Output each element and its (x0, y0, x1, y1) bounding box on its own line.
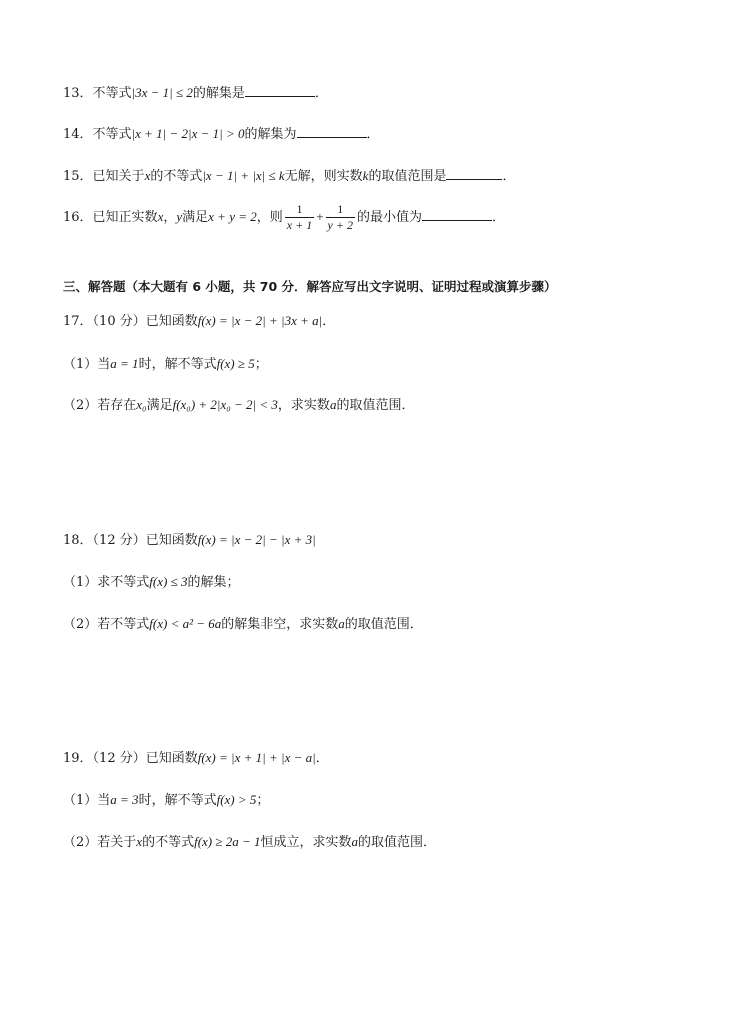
period: ． (314, 86, 328, 101)
question-19-part-1 (63, 790, 269, 811)
question-text: 不等式 (92, 127, 132, 142)
variable: k (362, 168, 369, 183)
question-text: 的解集是 (192, 86, 245, 101)
question-17-part-2 (63, 395, 414, 416)
variable: x₀ (136, 397, 147, 412)
separator: ， (163, 210, 177, 225)
question-15 (63, 166, 515, 187)
question-18 (63, 530, 316, 551)
question-text: 的不等式 (142, 835, 195, 850)
answer-blank[interactable] (446, 167, 502, 180)
section-heading: 三、解答题（本大题有 6 小题，共 70 分．解答应写出文字说明、证明过程或演算步骤） (63, 279, 557, 294)
question-18-part-1 (63, 572, 239, 593)
question-text: 无解，则实数 (284, 169, 363, 184)
part-label: （2）若存在 (63, 398, 137, 413)
question-number: 14． (63, 127, 93, 142)
question-text: 不等式 (92, 86, 132, 101)
function-definition: f(x) = |x + 1| + |x − a| (197, 750, 316, 765)
question-number: 16． (63, 210, 93, 225)
question-19-part-2 (63, 832, 436, 853)
question-13 (63, 83, 328, 104)
variable: a (329, 397, 337, 412)
question-text: ，则 (256, 210, 283, 225)
inequality: |x + 1| − 2|x − 1| > 0 (131, 126, 245, 141)
variable: a (338, 616, 345, 631)
question-head: 19．（12 分）已知函数 (63, 751, 198, 766)
inequality: f(x) ≥ 2a − 1 (194, 834, 261, 849)
inequality: |x − 1| + |x| ≤ k (202, 168, 285, 183)
inequality: f(x₀) + 2|x₀ − 2| < 3 (172, 397, 278, 412)
condition: a = 1 (110, 356, 139, 371)
question-19 (63, 748, 329, 769)
variable: x (144, 168, 151, 183)
period: ． (502, 169, 516, 184)
question-text: 的解集非空，求实数 (221, 617, 339, 632)
inequality: |3x − 1| ≤ 2 (131, 85, 193, 100)
fraction-numerator: 1 (337, 202, 344, 216)
plus-sign: + (316, 209, 324, 224)
question-text: 时，解不等式 (138, 357, 217, 372)
question-head: 17．（10 分）已知函数 (63, 314, 198, 329)
fraction-denominator: y + 2 (327, 218, 353, 232)
question-head: 18．（12 分）已知函数 (63, 533, 198, 548)
period: ． (366, 127, 380, 142)
variable: y (176, 209, 183, 224)
period: ． (322, 314, 336, 329)
inequality: f(x) ≤ 3 (149, 574, 188, 589)
punctuation: ； (254, 357, 268, 372)
part-label: （2）若关于 (63, 835, 137, 850)
variable: a (351, 834, 359, 849)
question-17-part-1 (63, 354, 268, 375)
question-text: 的解集为 (244, 127, 297, 142)
part-label: （2）若不等式 (63, 617, 150, 632)
question-16 (63, 200, 505, 235)
question-text: 的不等式 (150, 169, 203, 184)
fraction (326, 202, 355, 233)
question-number: 13． (63, 86, 93, 101)
part-label: （1）当 (63, 357, 111, 372)
inequality: f(x) < a² − 6a (149, 616, 222, 631)
question-text: 满足 (146, 398, 173, 413)
question-text: 的取值范围． (336, 398, 415, 413)
question-text: 时，解不等式 (138, 793, 217, 808)
inequality: f(x) > 5 (216, 792, 257, 807)
function-definition: f(x) = |x − 2| − |x + 3| (197, 532, 316, 547)
equation: x + y = 2 (208, 209, 257, 224)
question-text: 恒成立，求实数 (260, 835, 352, 850)
inequality: f(x) ≥ 5 (216, 356, 255, 371)
question-17 (63, 311, 335, 332)
fraction-numerator: 1 (296, 202, 303, 216)
question-text: 的最小值为 (356, 210, 422, 225)
question-text: 的取值范围． (344, 617, 423, 632)
period: ． (492, 210, 506, 225)
part-label: （1）当 (63, 793, 111, 808)
variable: x (157, 209, 164, 224)
question-text: 的取值范围是 (368, 169, 447, 184)
question-text: 已知正实数 (92, 210, 158, 225)
part-label: （1）求不等式 (63, 575, 150, 590)
question-14 (63, 124, 380, 145)
question-text: 满足 (182, 210, 209, 225)
fraction (285, 202, 314, 233)
answer-blank[interactable] (297, 125, 367, 138)
question-text: 已知关于 (92, 169, 145, 184)
question-18-part-2 (63, 614, 423, 635)
question-number: 15． (63, 169, 93, 184)
fraction-denominator: x + 1 (286, 218, 313, 232)
punctuation: ； (256, 793, 270, 808)
condition: a = 3 (110, 792, 139, 807)
question-text: 的解集； (187, 575, 240, 590)
question-text: 的取值范围． (358, 835, 437, 850)
answer-blank[interactable] (245, 84, 315, 97)
variable: x (136, 834, 143, 849)
period: ． (315, 751, 329, 766)
question-text: ，求实数 (277, 398, 330, 413)
answer-blank[interactable] (422, 208, 492, 221)
function-definition: f(x) = |x − 2| + |3x + a| (197, 313, 323, 328)
